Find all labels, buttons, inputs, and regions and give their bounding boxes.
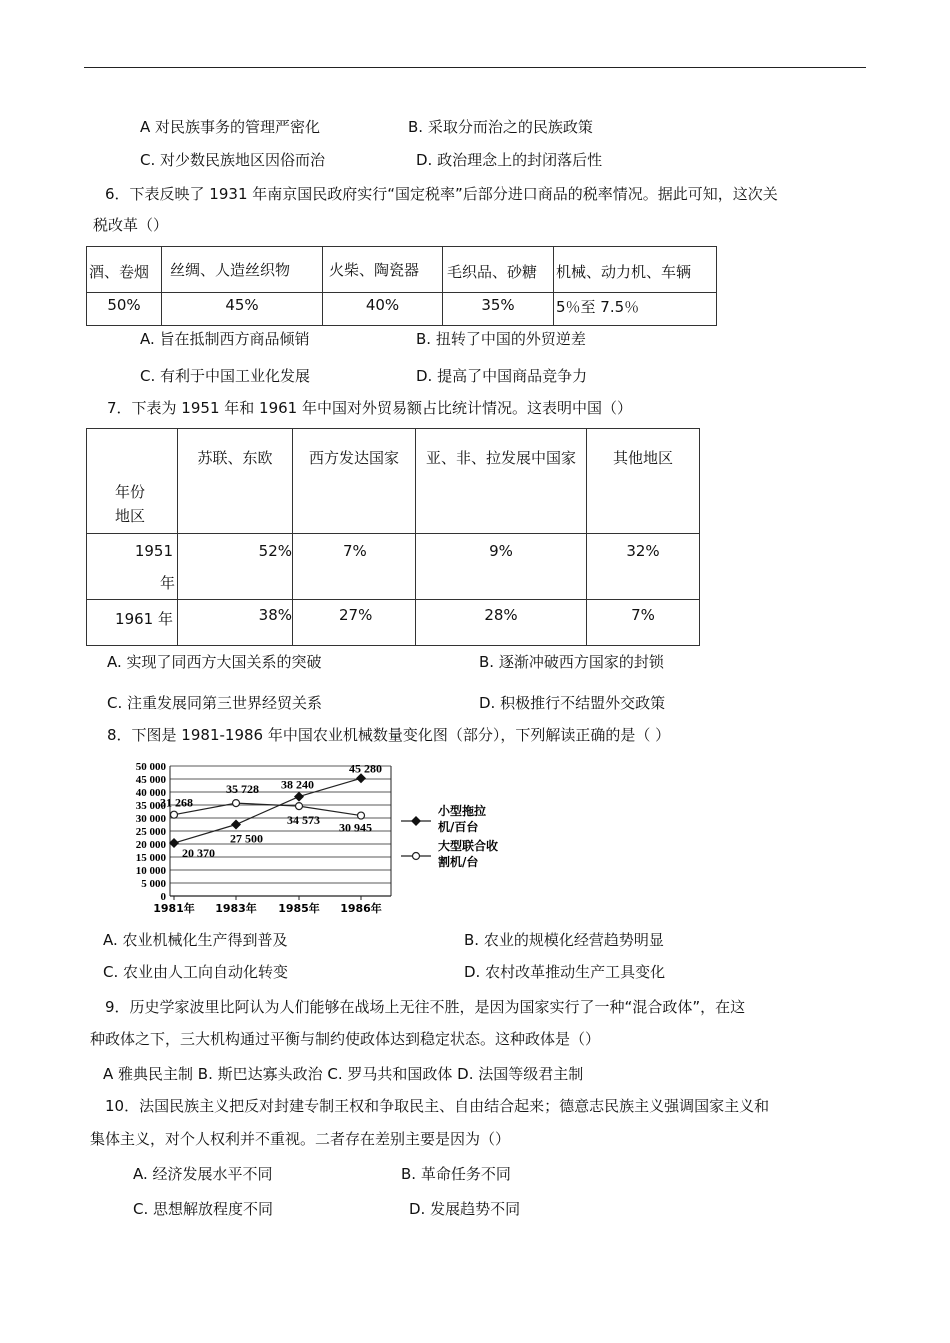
q6-option-a: A. 旨在抵制西方商品倾销 xyxy=(140,330,310,348)
q6-header-matches: 火柴、陶瓷器 xyxy=(323,247,443,293)
data-label: 30 945 xyxy=(339,820,372,835)
chart-x-ticks xyxy=(153,896,382,915)
y-tick-label: 10 000 xyxy=(135,865,166,877)
q7-year-1951-suffix: 年 xyxy=(159,574,175,592)
q7-stem: 7．下表为 1951 年和 1961 年中国对外贸易额占比统计情况。这表明中国（） xyxy=(107,399,632,417)
y-tick-label: 40 000 xyxy=(135,787,166,799)
q6-tariff-table xyxy=(86,246,717,326)
q7-header-west: 西方发达国家 xyxy=(293,429,416,534)
x-tick-label: 1986年 xyxy=(340,902,382,915)
q7-option-c: C. 注重发展同第三世界经贸关系 xyxy=(107,694,323,712)
x-tick-label: 1981年 xyxy=(153,902,195,915)
q6-header-wool: 毛织品、砂糖 xyxy=(443,247,554,293)
q7-cell-1951-ussr: 52% xyxy=(178,534,293,600)
q6-rate-liquor: 50% xyxy=(87,293,162,326)
legend-label-line1: 大型联合收 xyxy=(438,839,499,853)
q6-stem-line2: 税改革（） xyxy=(93,216,169,234)
q8-stem: 8．下图是 1981-1986 年中国农业机械数量变化图（部分），下列解读正确的是（ ） xyxy=(107,726,671,744)
q7-option-b: B. 逐渐冲破西方国家的封锁 xyxy=(479,653,664,671)
y-tick-label: 20 000 xyxy=(135,839,166,851)
q7-row-1951 xyxy=(87,534,700,600)
legend-label-line1: 小型拖拉 xyxy=(438,804,487,818)
harvester-point xyxy=(358,812,365,819)
q5-option-d: D. 政治理念上的封闭落后性 xyxy=(416,151,603,169)
q6-rate-machinery: 5％至 7.5％ xyxy=(554,293,717,326)
q6-option-b: B. 扭转了中国的外贸逆差 xyxy=(416,330,586,348)
q8-option-d: D. 农村改革推动生产工具变化 xyxy=(464,963,666,981)
y-tick-label: 50 000 xyxy=(135,761,166,773)
chart-y-ticks xyxy=(136,761,167,903)
data-label: 45 280 xyxy=(349,761,382,776)
q7-year-1961: 1961 年 xyxy=(87,600,178,646)
legend-label-line2: 割机/台 xyxy=(438,855,479,869)
y-tick-label: 35 000 xyxy=(135,800,166,812)
data-label: 34 573 xyxy=(287,813,320,828)
q7-trade-table xyxy=(86,428,700,646)
q10-option-d: D. 发展趋势不同 xyxy=(409,1200,521,1218)
q7-header-other: 其他地区 xyxy=(587,429,700,534)
q7-cell-1951-developing: 9% xyxy=(416,534,587,600)
tractor-point xyxy=(294,792,304,802)
harvester-point xyxy=(296,803,303,810)
q7-option-a: A. 实现了同西方大国关系的突破 xyxy=(107,653,322,671)
q6-rate-row xyxy=(87,293,717,326)
q6-option-c: C. 有利于中国工业化发展 xyxy=(140,367,311,385)
q10-option-b: B. 革命任务不同 xyxy=(401,1165,511,1183)
data-label: 27 500 xyxy=(230,831,263,846)
q7-corner-region: 地区 xyxy=(115,507,146,525)
q7-year-1951 xyxy=(87,534,178,600)
q7-header-row xyxy=(87,429,700,534)
tractor-point xyxy=(231,820,241,830)
q7-year-1951-number: 1951 xyxy=(134,542,173,560)
y-tick-label: 25 000 xyxy=(135,826,166,838)
legend-label-line2: 机/百台 xyxy=(438,820,479,834)
harvester-point xyxy=(233,800,240,807)
q7-corner-year: 年份 xyxy=(115,483,146,501)
y-tick-label: 15 000 xyxy=(135,852,166,864)
x-tick-label: 1985年 xyxy=(278,902,320,915)
data-label: 31 268 xyxy=(160,795,193,810)
q10-line1: 10．法国民族主义把反对封建专制王权和争取民主、自由结合起来；德意志民族主义强调国家主义和 xyxy=(105,1097,770,1115)
q7-cell-1961-developing: 28% xyxy=(416,600,587,646)
data-label: 20 370 xyxy=(182,846,215,861)
series-line xyxy=(174,778,361,843)
q6-stem-line1: 6．下表反映了 1931 年南京国民政府实行“国定税率”后部分进口商品的税率情况。据此可知，这次关 xyxy=(105,185,778,203)
y-tick-label: 30 000 xyxy=(135,813,166,825)
q6-rate-wool: 35% xyxy=(443,293,554,326)
q9-options: A 雅典民主制 B. 斯巴达寡头政治 C. 罗马共和国政体 D. 法国等级君主制 xyxy=(103,1065,584,1083)
chart-series xyxy=(160,761,382,860)
q6-header-row xyxy=(87,247,717,293)
q6-header-liquor: 酒、卷烟 xyxy=(87,247,162,293)
q7-cell-1951-other: 32% xyxy=(587,534,700,600)
q5-option-b: B. 采取分而治之的民族政策 xyxy=(408,118,593,136)
q7-cell-1961-other: 7% xyxy=(587,600,700,646)
q6-header-machinery: 机械、动力机、车辆 xyxy=(554,247,717,293)
q10-option-a: A. 经济发展水平不同 xyxy=(133,1165,273,1183)
legend-marker-circle xyxy=(413,853,420,860)
y-tick-label: 0 xyxy=(160,891,166,903)
q8-option-b: B. 农业的规模化经营趋势明显 xyxy=(464,931,664,949)
q9-line2: 种政体之下，三大机构通过平衡与制约使政体达到稳定状态。这种政体是（） xyxy=(90,1030,601,1048)
x-tick-label: 1983年 xyxy=(215,902,257,915)
harvester-point xyxy=(171,811,178,818)
q5-option-a: A 对民族事务的管理严密化 xyxy=(140,118,321,136)
q7-header-ussr: 苏联、东欧 xyxy=(178,429,293,534)
header-rule xyxy=(84,67,866,68)
q6-rate-matches: 40% xyxy=(323,293,443,326)
q8-option-a: A. 农业机械化生产得到普及 xyxy=(103,931,288,949)
legend-marker-diamond xyxy=(411,816,421,826)
q10-option-c: C. 思想解放程度不同 xyxy=(133,1200,274,1218)
q10-line2: 集体主义，对个人权利并不重视。二者存在差别主要是因为（） xyxy=(90,1130,511,1148)
q9-line1: 9．历史学家波里比阿认为人们能够在战场上无往不胜，是因为国家实行了一种“混合政体”，在这 xyxy=(105,998,746,1016)
data-label: 38 240 xyxy=(281,777,314,792)
q6-rate-silk: 45% xyxy=(162,293,323,326)
q7-cell-1961-ussr: 38% xyxy=(178,600,293,646)
q7-corner-cell xyxy=(87,429,178,534)
q6-option-d: D. 提高了中国商品竞争力 xyxy=(416,367,588,385)
q7-header-developing: 亚、非、拉发展中国家 xyxy=(416,429,587,534)
q6-header-silk: 丝绸、人造丝织物 xyxy=(162,247,323,293)
q5-option-c: C. 对少数民族地区因俗而治 xyxy=(140,151,326,169)
data-label: 35 728 xyxy=(226,782,259,797)
q7-row-1961 xyxy=(87,600,700,646)
agri-machinery-chart xyxy=(86,756,536,921)
q8-option-c: C. 农业由人工向自动化转变 xyxy=(103,963,289,981)
y-tick-label: 45 000 xyxy=(135,774,166,786)
q7-option-d: D. 积极推行不结盟外交政策 xyxy=(479,694,666,712)
q7-cell-1961-west: 27% xyxy=(293,600,416,646)
y-tick-label: 5 000 xyxy=(141,878,166,890)
q7-cell-1951-west: 7% xyxy=(293,534,416,600)
chart-legend xyxy=(401,803,499,869)
